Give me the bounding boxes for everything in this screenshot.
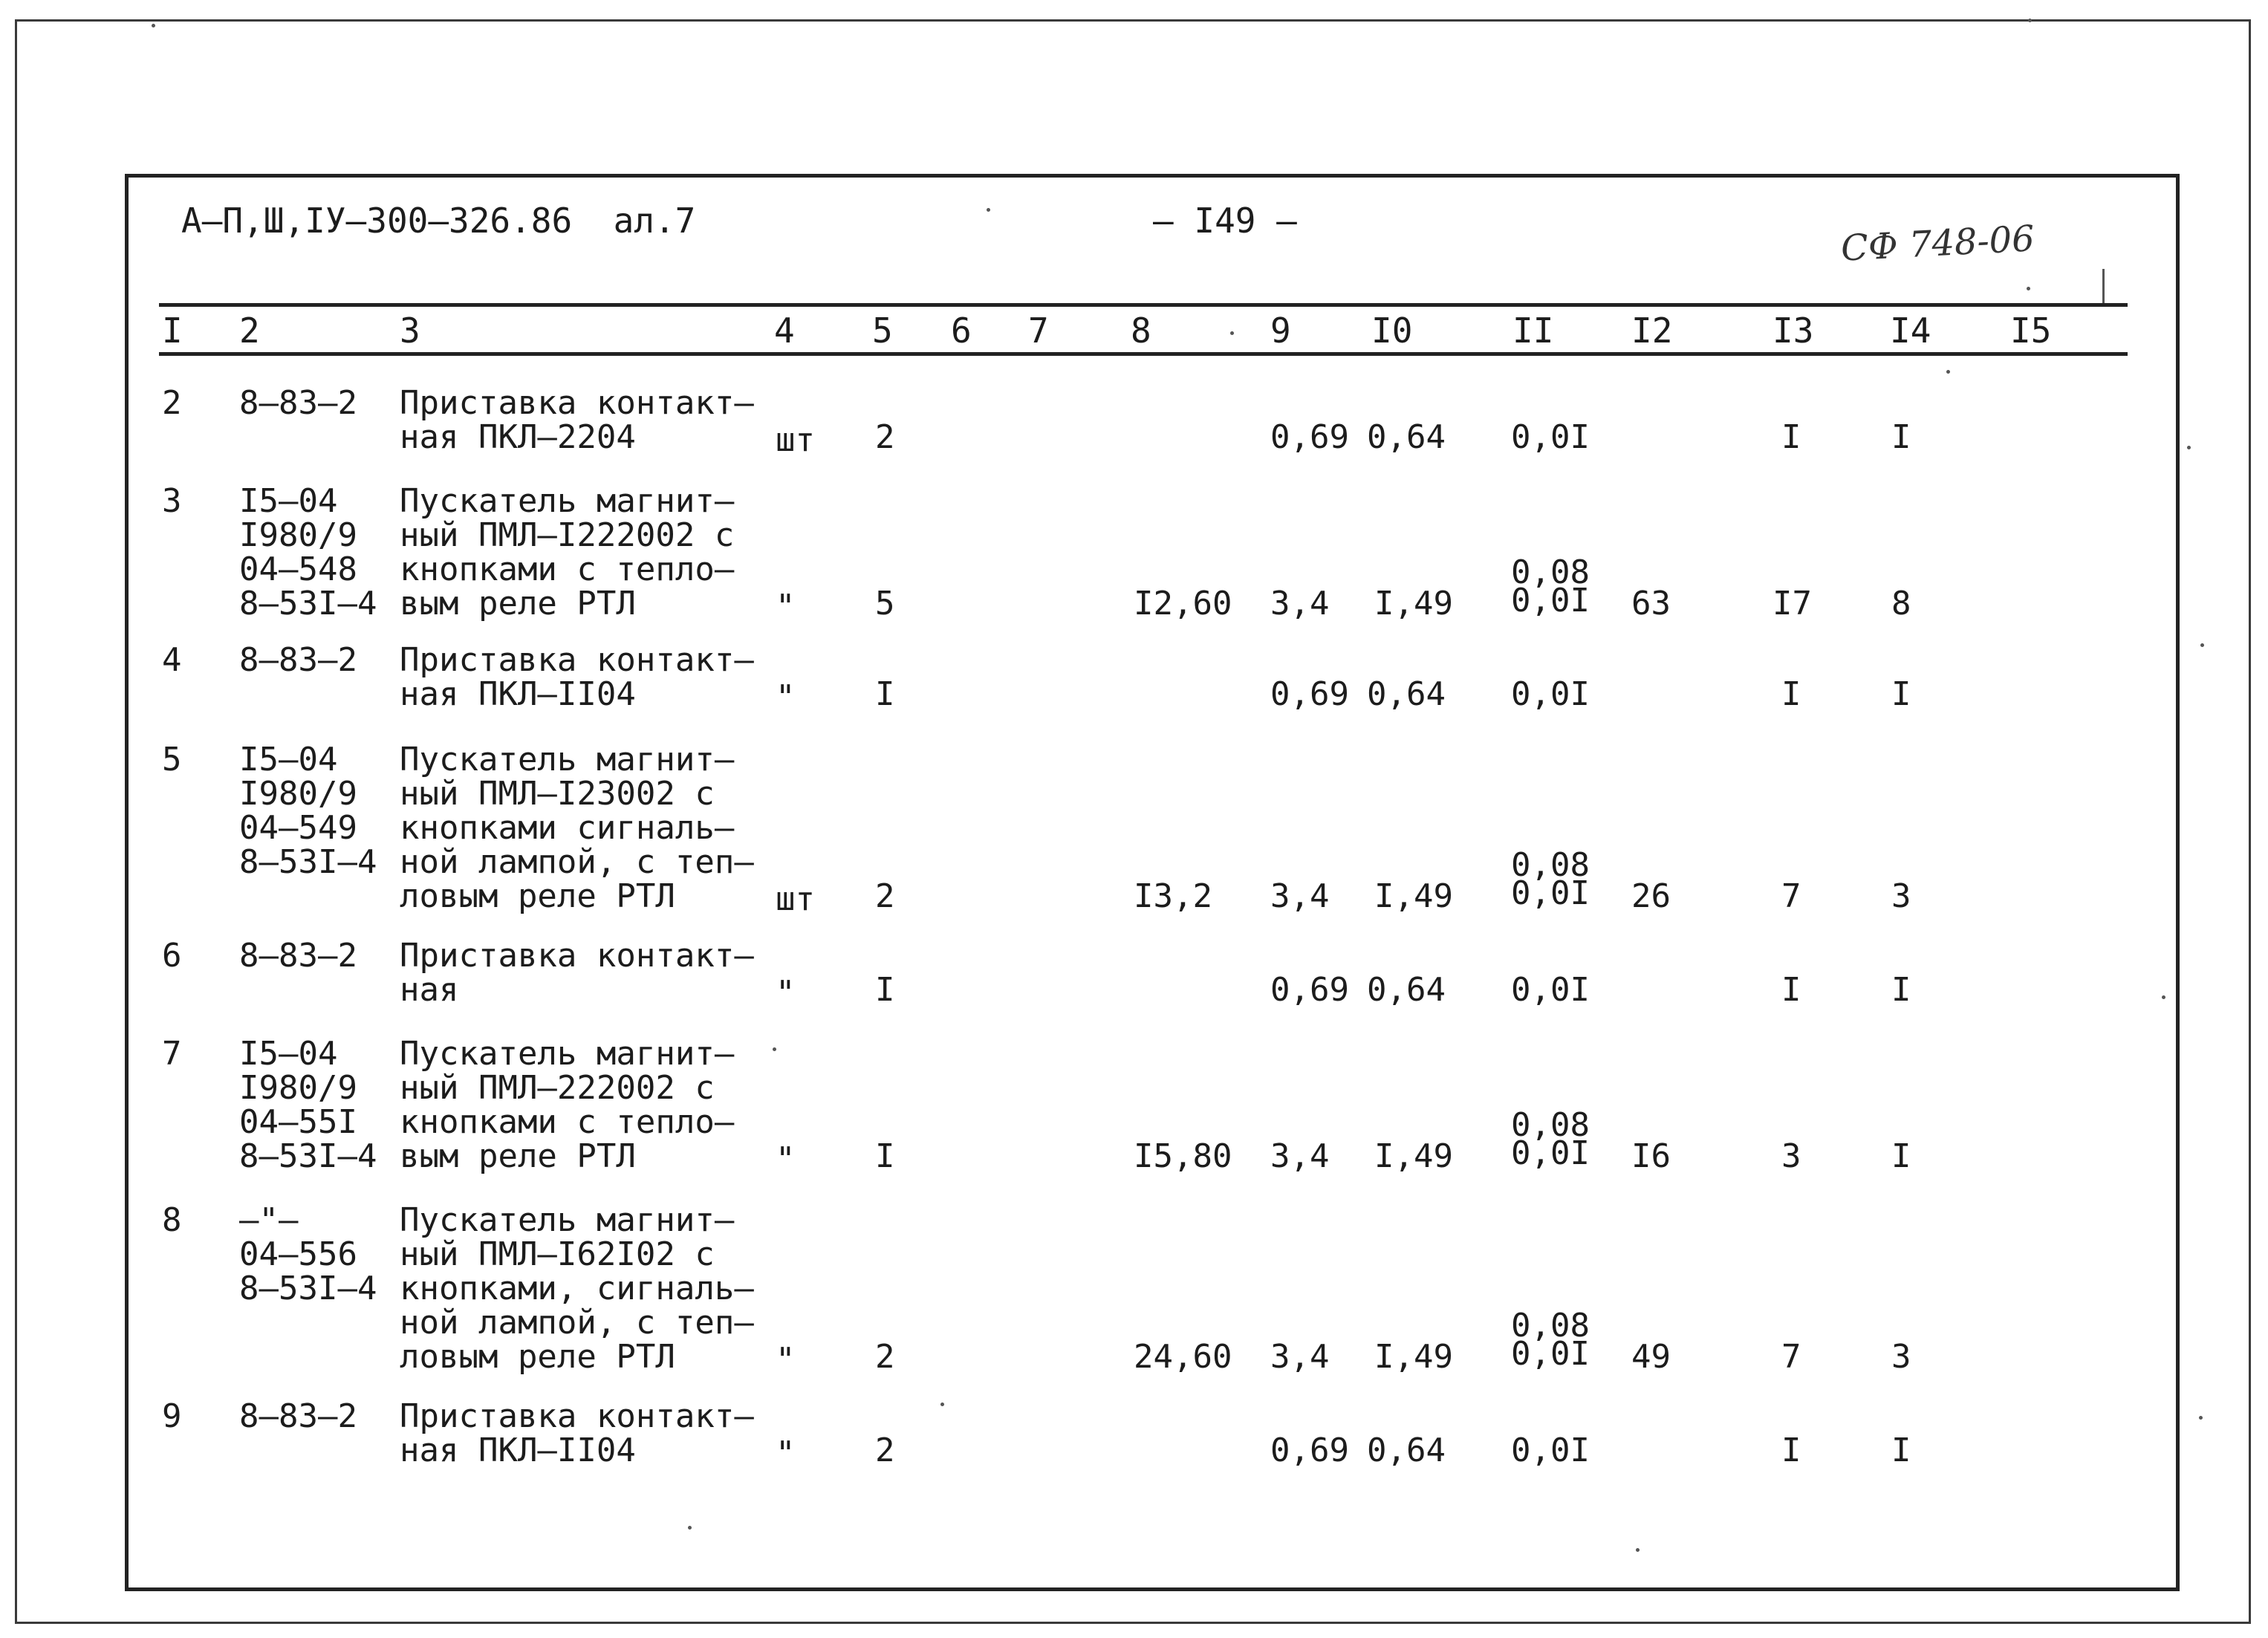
header-rule-bottom (159, 352, 2128, 356)
col-13-value: I (1781, 971, 1801, 1009)
item-name-line: Пускатель магнит– (400, 1035, 735, 1073)
scan-speck (2027, 287, 2030, 290)
col-11-value-line: 0,0I (1511, 874, 1590, 912)
scan-speck (2162, 995, 2165, 999)
col-10-value: 0,64 (1367, 675, 1446, 713)
scan-speck (1230, 331, 1234, 335)
row-number: 6 (162, 937, 182, 975)
item-code (239, 1397, 357, 1435)
col-11-value (1511, 1431, 1590, 1469)
item-code-line: 04–556 (239, 1235, 357, 1273)
col-13-value: I (1781, 418, 1801, 456)
item-name-line: кнопками с тепло– (400, 1103, 735, 1141)
item-name-line: Пускатель магнит– (400, 482, 735, 520)
page-number: – I49 – (1153, 201, 1297, 241)
row-number: 8 (162, 1201, 182, 1239)
scan-speck (1946, 370, 1950, 374)
unit: шт (776, 421, 815, 459)
item-code (239, 386, 357, 420)
col-13-value: I (1781, 675, 1801, 713)
item-code (239, 1037, 377, 1174)
doc-header (181, 201, 695, 241)
item-name-line: кнопками, сигналь– (400, 1270, 754, 1307)
quantity: 2 (875, 1338, 895, 1376)
item-code-line: 8–53I–4 (239, 585, 377, 623)
item-name-line: кнопками с тепло– (400, 550, 735, 588)
column-header: I4 (1890, 311, 1931, 351)
scan-speck (2028, 19, 2032, 22)
col-11-value (1511, 1106, 1590, 1172)
item-name-line: ный ПМЛ–I62I02 с (400, 1235, 715, 1273)
col-11-value (1511, 677, 1590, 712)
item-code-line: 04–548 (239, 550, 357, 588)
item-code-line: I5–04 (239, 1035, 338, 1073)
item-code-line: 8–83–2 (239, 1397, 357, 1435)
item-code-line: –"– (239, 1201, 299, 1239)
column-header: 7 (1028, 311, 1049, 351)
item-name (400, 939, 754, 1007)
item-name-line: Приставка контакт– (400, 937, 754, 975)
item-name-line: ловым реле РТЛ (400, 1338, 675, 1376)
scan-speck (152, 24, 155, 27)
col-11-value (1511, 973, 1590, 1007)
col-12-value: 63 (1631, 585, 1671, 623)
row-number: 4 (162, 641, 182, 679)
item-name-line: вым реле РТЛ (400, 1137, 636, 1175)
col-11-value-line: 0,0I (1511, 1431, 1590, 1469)
row-number: 3 (162, 482, 182, 520)
item-code (239, 484, 377, 621)
item-name-line: ная ПКЛ–2204 (400, 418, 636, 456)
col-9-value: 3,4 (1270, 1137, 1330, 1175)
col-9-value: 0,69 (1270, 1431, 1349, 1469)
column-header: 8 (1131, 311, 1151, 351)
item-name-line: Пускатель магнит– (400, 741, 735, 779)
item-name-line: ный ПМЛ–222002 с (400, 1069, 715, 1107)
item-code-line: 8–83–2 (239, 641, 357, 679)
scan-speck (2199, 1416, 2203, 1420)
col-10-value: I,49 (1374, 1137, 1453, 1175)
col-11-value-line: 0,08 (1511, 553, 1590, 591)
col-12-value: I6 (1631, 1137, 1671, 1175)
col-13-value: I (1781, 1431, 1801, 1469)
col-14-value: I (1891, 1137, 1911, 1175)
item-code-line: 04–55I (239, 1103, 357, 1141)
col-14-value: 3 (1891, 1338, 1911, 1376)
item-name-line: ная ПКЛ–II04 (400, 675, 636, 713)
col-11-value-line: 0,0I (1511, 675, 1590, 713)
scan-speck (773, 1047, 776, 1051)
col-13-value: 3 (1781, 1137, 1801, 1175)
column-header: I0 (1371, 311, 1413, 351)
col-10-value: I,49 (1374, 877, 1453, 915)
item-code-line: 8–83–2 (239, 384, 357, 422)
quantity: 2 (875, 1431, 895, 1469)
item-name-line: ный ПМЛ–I222002 с (400, 516, 735, 554)
col-8-value: I5,80 (1134, 1137, 1232, 1175)
column-header: 4 (774, 311, 795, 351)
item-code (239, 643, 357, 677)
col-12-value: 49 (1631, 1338, 1671, 1376)
col-9-value: 3,4 (1270, 877, 1330, 915)
col-14-value: 3 (1891, 877, 1911, 915)
col-14-value: I (1891, 418, 1911, 456)
scan-speck (987, 208, 990, 212)
row-number: 2 (162, 384, 182, 422)
album-number: ал.7 (613, 201, 696, 241)
item-code-line: I980/9 (239, 1069, 357, 1107)
col-11-value (1511, 420, 1590, 455)
unit: " (776, 588, 796, 625)
scan-speck (1636, 1548, 1640, 1552)
col-11-value-line: 0,0I (1511, 971, 1590, 1009)
item-name-line: ная ПКЛ–II04 (400, 1431, 636, 1469)
item-code (239, 1203, 377, 1306)
item-name-line: вым реле РТЛ (400, 585, 636, 623)
col-11-value (1511, 846, 1590, 912)
item-code (239, 939, 357, 973)
scan-speck (2187, 446, 2191, 449)
col-11-value-line: 0,08 (1511, 846, 1590, 884)
item-name-line: ной лампой, с теп– (400, 843, 754, 881)
item-name (400, 643, 754, 712)
col-8-value: I2,60 (1134, 585, 1232, 623)
item-name (400, 484, 734, 621)
col-11-value (1511, 553, 1590, 620)
item-code-line: 04–549 (239, 809, 357, 847)
col-14-value: I (1891, 675, 1911, 713)
item-code-line: 8–53I–4 (239, 1270, 377, 1307)
column-header: 9 (1270, 311, 1291, 351)
quantity: 5 (875, 585, 895, 623)
quantity: I (875, 1137, 895, 1175)
row-number: 5 (162, 741, 182, 779)
unit: " (776, 678, 796, 716)
col-8-value: I3,2 (1134, 877, 1212, 915)
column-header: 5 (872, 311, 893, 351)
item-code-line: 8–53I–4 (239, 1137, 377, 1175)
col-9-value: 3,4 (1270, 585, 1330, 623)
col-10-value: 0,64 (1367, 418, 1446, 456)
col-14-value: I (1891, 1431, 1911, 1469)
scan-speck (688, 1526, 692, 1530)
col-11-value-line: 0,08 (1511, 1307, 1590, 1345)
item-name-line: ловым реле РТЛ (400, 877, 675, 915)
quantity: I (875, 971, 895, 1009)
item-name-line: Пускатель магнит– (400, 1201, 735, 1239)
item-name (400, 1037, 734, 1174)
item-name-line: кнопками сигналь– (400, 809, 735, 847)
item-code-line: 8–83–2 (239, 937, 357, 975)
quantity: 2 (875, 418, 895, 456)
item-name-line: Приставка контакт– (400, 1397, 754, 1435)
item-name-line: ный ПМЛ–I23002 с (400, 775, 715, 813)
unit: шт (776, 880, 815, 918)
item-code-line: I5–04 (239, 482, 338, 520)
row-number: 7 (162, 1035, 182, 1073)
column-header: II (1512, 311, 1554, 351)
col-9-value: 0,69 (1270, 418, 1349, 456)
quantity: 2 (875, 877, 895, 915)
handwritten-stamp: СФ 748-06 (1839, 218, 2036, 270)
item-name-line: ной лампой, с теп– (400, 1304, 754, 1342)
unit: " (776, 1434, 796, 1472)
col-11-value-line: 0,0I (1511, 418, 1590, 456)
col-10-value: I,49 (1374, 585, 1453, 623)
item-name (400, 1203, 754, 1374)
item-code-line: I5–04 (239, 741, 338, 779)
col-14-value: 8 (1891, 585, 1911, 623)
quantity: I (875, 675, 895, 713)
col-9-value: 3,4 (1270, 1338, 1330, 1376)
item-name-line: Приставка контакт– (400, 641, 754, 679)
doc-code: А–П,Ш,IУ–300–326.86 (181, 201, 573, 241)
item-code (239, 743, 377, 880)
col-11-value-line: 0,0I (1511, 1134, 1590, 1172)
item-name-line: Приставка контакт– (400, 384, 754, 422)
item-name (400, 1397, 754, 1469)
column-header: 2 (239, 311, 260, 351)
row-number: 9 (162, 1397, 182, 1435)
column-header: I3 (1773, 311, 1814, 351)
column-header: I (162, 311, 183, 351)
col-10-value: 0,64 (1367, 971, 1446, 1009)
item-name (400, 743, 754, 914)
col-10-value: I,49 (1374, 1338, 1453, 1376)
item-name (400, 386, 754, 455)
item-code-line: I980/9 (239, 516, 357, 554)
unit: " (776, 1140, 796, 1178)
column-header: 6 (951, 311, 972, 351)
col-11-value (1511, 1307, 1590, 1373)
col-13-value: 7 (1781, 877, 1801, 915)
column-header: I5 (2010, 311, 2052, 351)
column-header: I2 (1631, 311, 1673, 351)
col-12-value: 26 (1631, 877, 1671, 915)
col-9-value: 0,69 (1270, 971, 1349, 1009)
item-code-line: 8–53I–4 (239, 843, 377, 881)
column-header: 3 (400, 311, 420, 351)
col-13-value: 7 (1781, 1338, 1801, 1376)
header-rule-top (159, 303, 2128, 307)
col-8-value: 24,60 (1134, 1338, 1232, 1376)
unit: " (776, 1341, 796, 1379)
col-13-value: I7 (1773, 585, 1812, 623)
unit: " (776, 974, 796, 1012)
col-11-value-line: 0,08 (1511, 1106, 1590, 1144)
col-14-value: I (1891, 971, 1911, 1009)
margin-tick (2102, 269, 2105, 303)
scan-speck (2200, 643, 2204, 647)
col-11-value-line: 0,0I (1511, 582, 1590, 620)
col-10-value: 0,64 (1367, 1431, 1446, 1469)
col-11-value-line: 0,0I (1511, 1335, 1590, 1373)
col-9-value: 0,69 (1270, 675, 1349, 713)
item-code-line: I980/9 (239, 775, 357, 813)
item-name-line: ная (400, 971, 459, 1009)
scan-speck (940, 1403, 944, 1406)
